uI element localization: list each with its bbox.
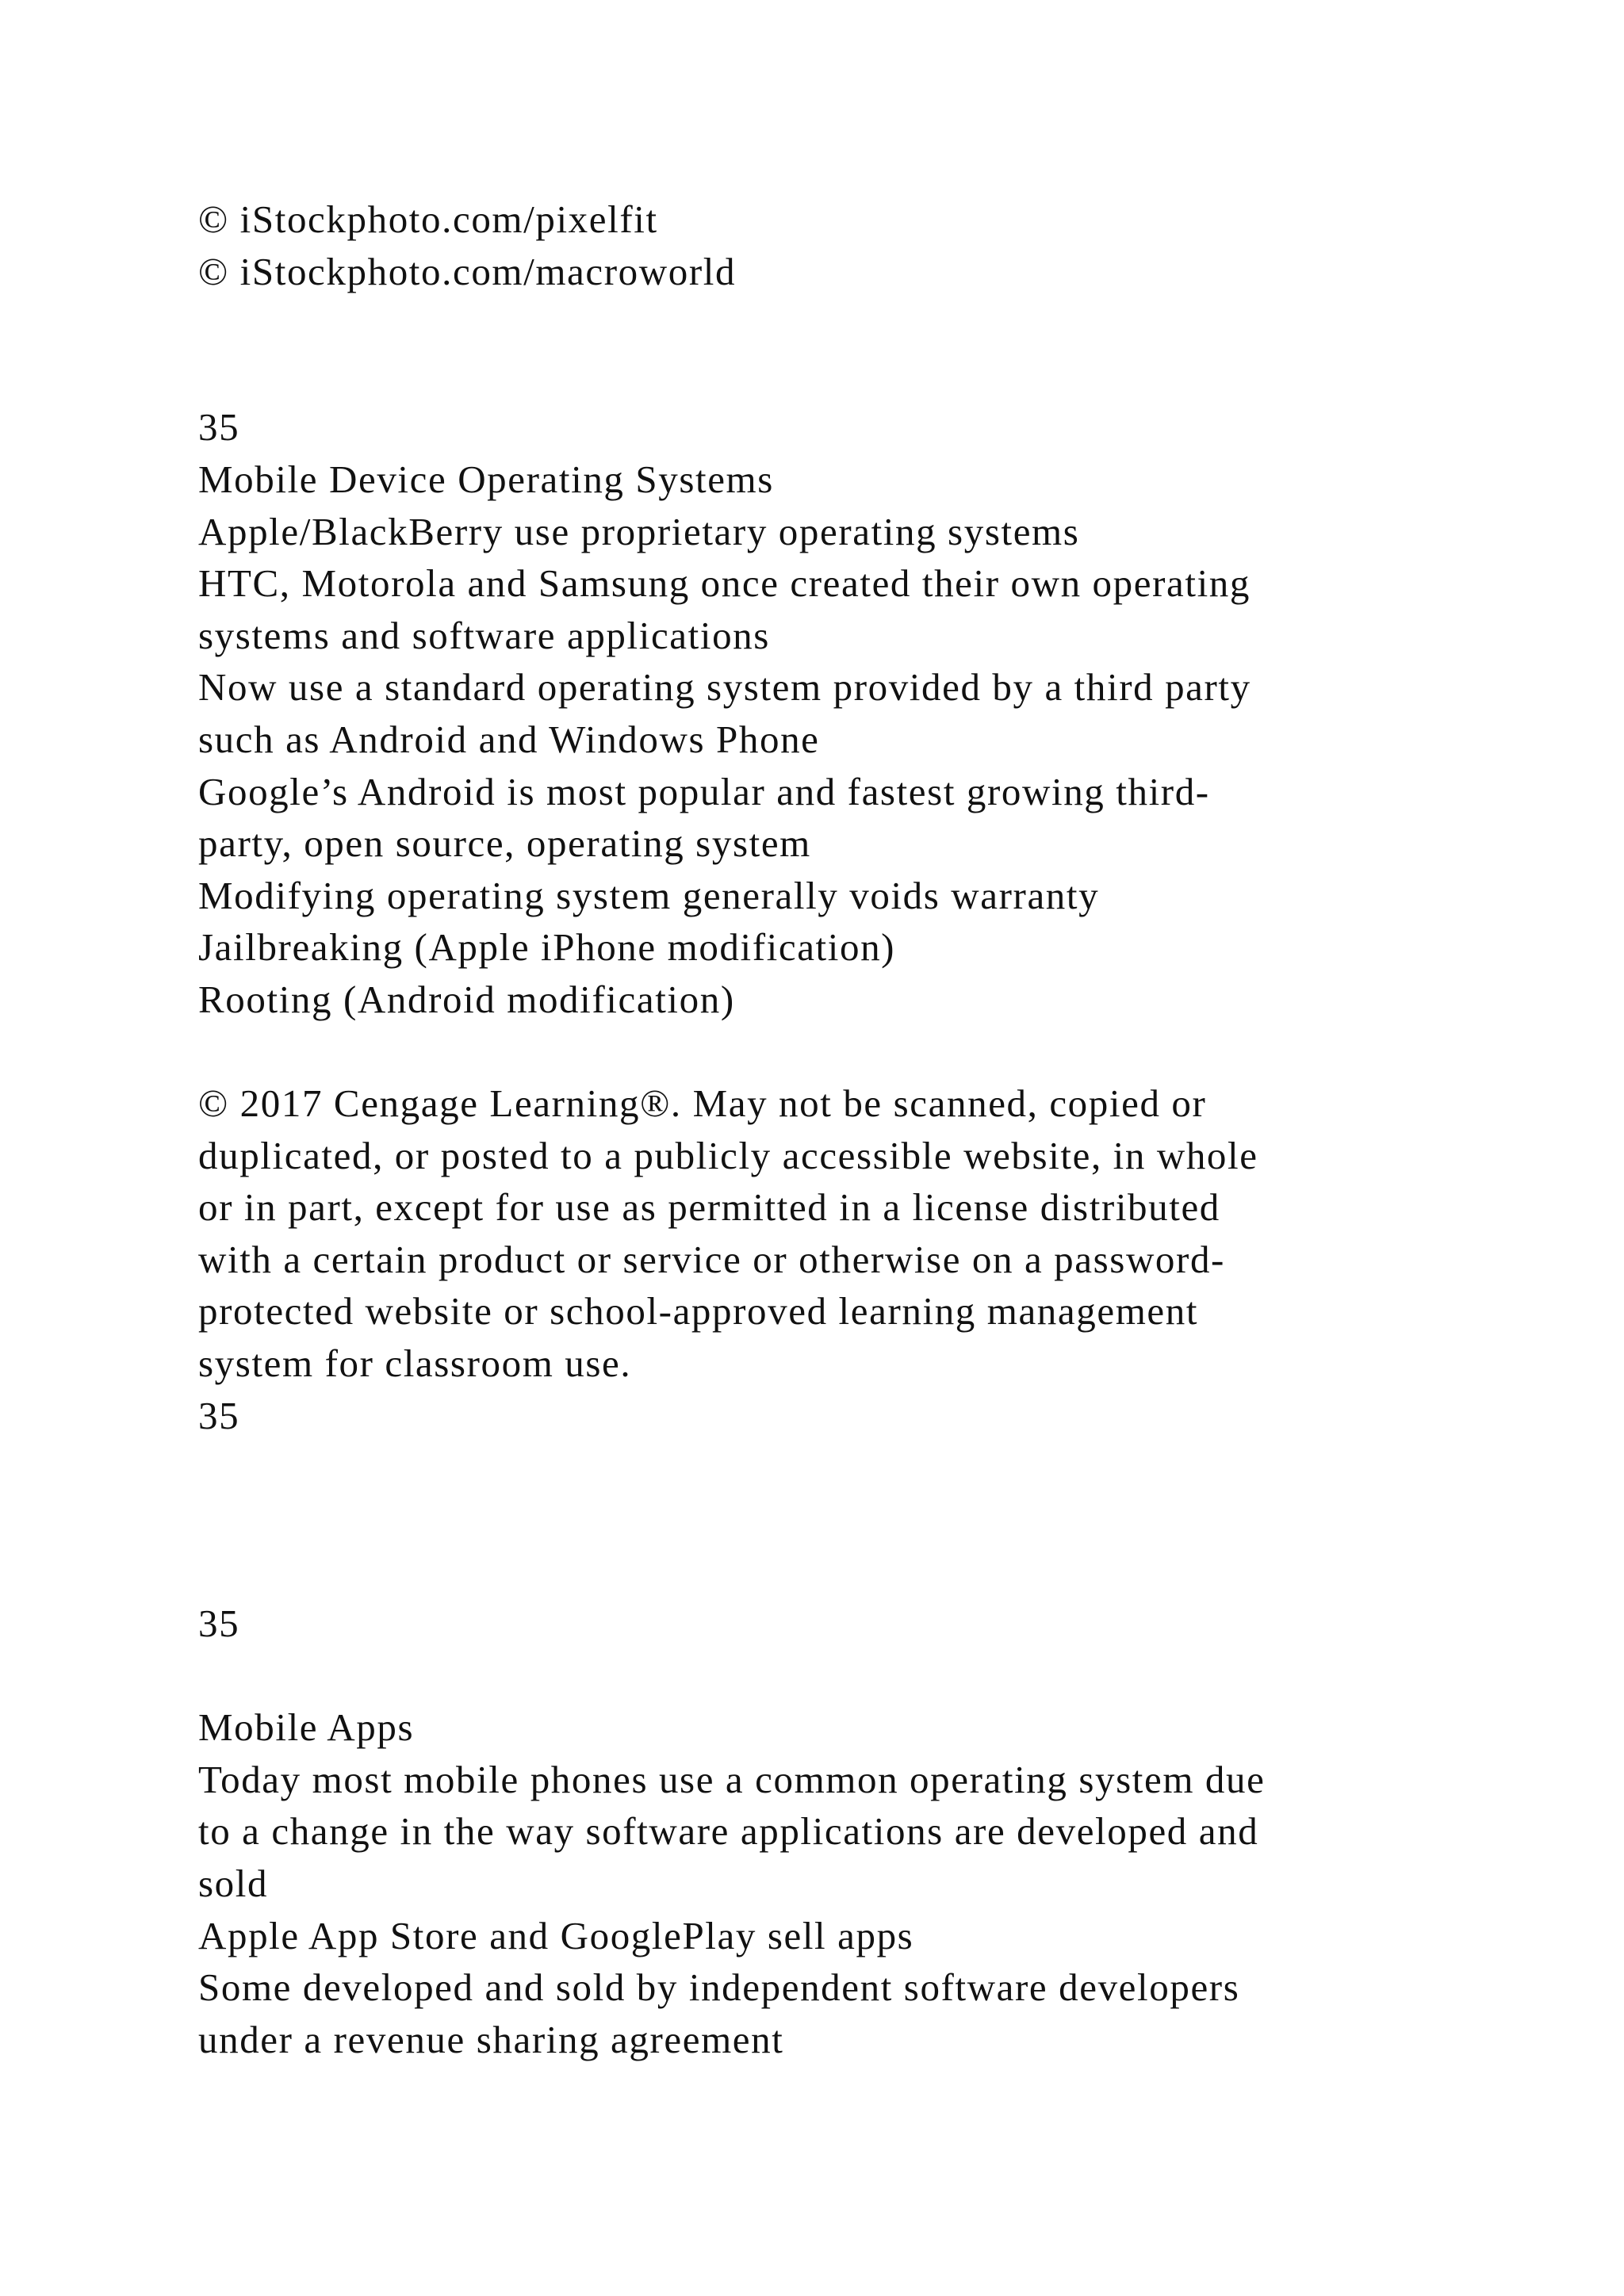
- copyright-line: with a certain product or service or otherwise on a password-: [198, 1237, 1225, 1281]
- body-line: to a change in the way software applications are developed and: [198, 1809, 1259, 1854]
- body-line: Jailbreaking (Apple iPhone modification): [198, 925, 896, 970]
- body-line: Apple App Store and GooglePlay sell apps: [198, 1913, 914, 1957]
- body-line: sold: [198, 1862, 269, 1906]
- body-line: Apple/BlackBerry use proprietary operating systems: [198, 509, 1080, 553]
- copyright-line: protected website or school-approved learning management: [198, 1289, 1199, 1334]
- slide-number: 35: [198, 1393, 240, 1437]
- body-line: Today most mobile phones use a common operating system due: [198, 1757, 1266, 1801]
- body-line: Rooting (Android modification): [198, 977, 735, 1021]
- slide-title: Mobile Apps: [198, 1705, 415, 1750]
- copyright-line: or in part, except for use as permitted in a license distributed: [198, 1185, 1220, 1230]
- body-line: Google’s Android is most popular and fastest growing third-: [198, 769, 1210, 813]
- body-line: HTC, Motorola and Samsung once created their own operating: [198, 561, 1251, 606]
- image-credit: © iStockphoto.com/pixelfit: [198, 197, 658, 241]
- slide-number: 35: [198, 1601, 240, 1646]
- copyright-line: duplicated, or posted to a publicly accessible website, in whole: [198, 1133, 1258, 1177]
- image-credit: © iStockphoto.com/macroworld: [198, 249, 737, 293]
- document-text: [198, 193, 1499, 2065]
- body-line: Some developed and sold by independent software developers: [198, 1965, 1240, 2010]
- copyright-line: system for classroom use.: [198, 1341, 632, 1386]
- slide-title: Mobile Device Operating Systems: [198, 457, 774, 501]
- body-line: under a revenue sharing agreement: [198, 2017, 784, 2061]
- body-line: such as Android and Windows Phone: [198, 717, 820, 761]
- body-line: systems and software applications: [198, 613, 770, 657]
- slide-number: 35: [198, 405, 240, 450]
- copyright-line: © 2017 Cengage Learning®. May not be scanned, copied or: [198, 1081, 1207, 1126]
- body-line: Now use a standard operating system provided by a third party: [198, 665, 1251, 710]
- body-line: Modifying operating system generally voids warranty: [198, 873, 1100, 917]
- body-line: party, open source, operating system: [198, 821, 811, 866]
